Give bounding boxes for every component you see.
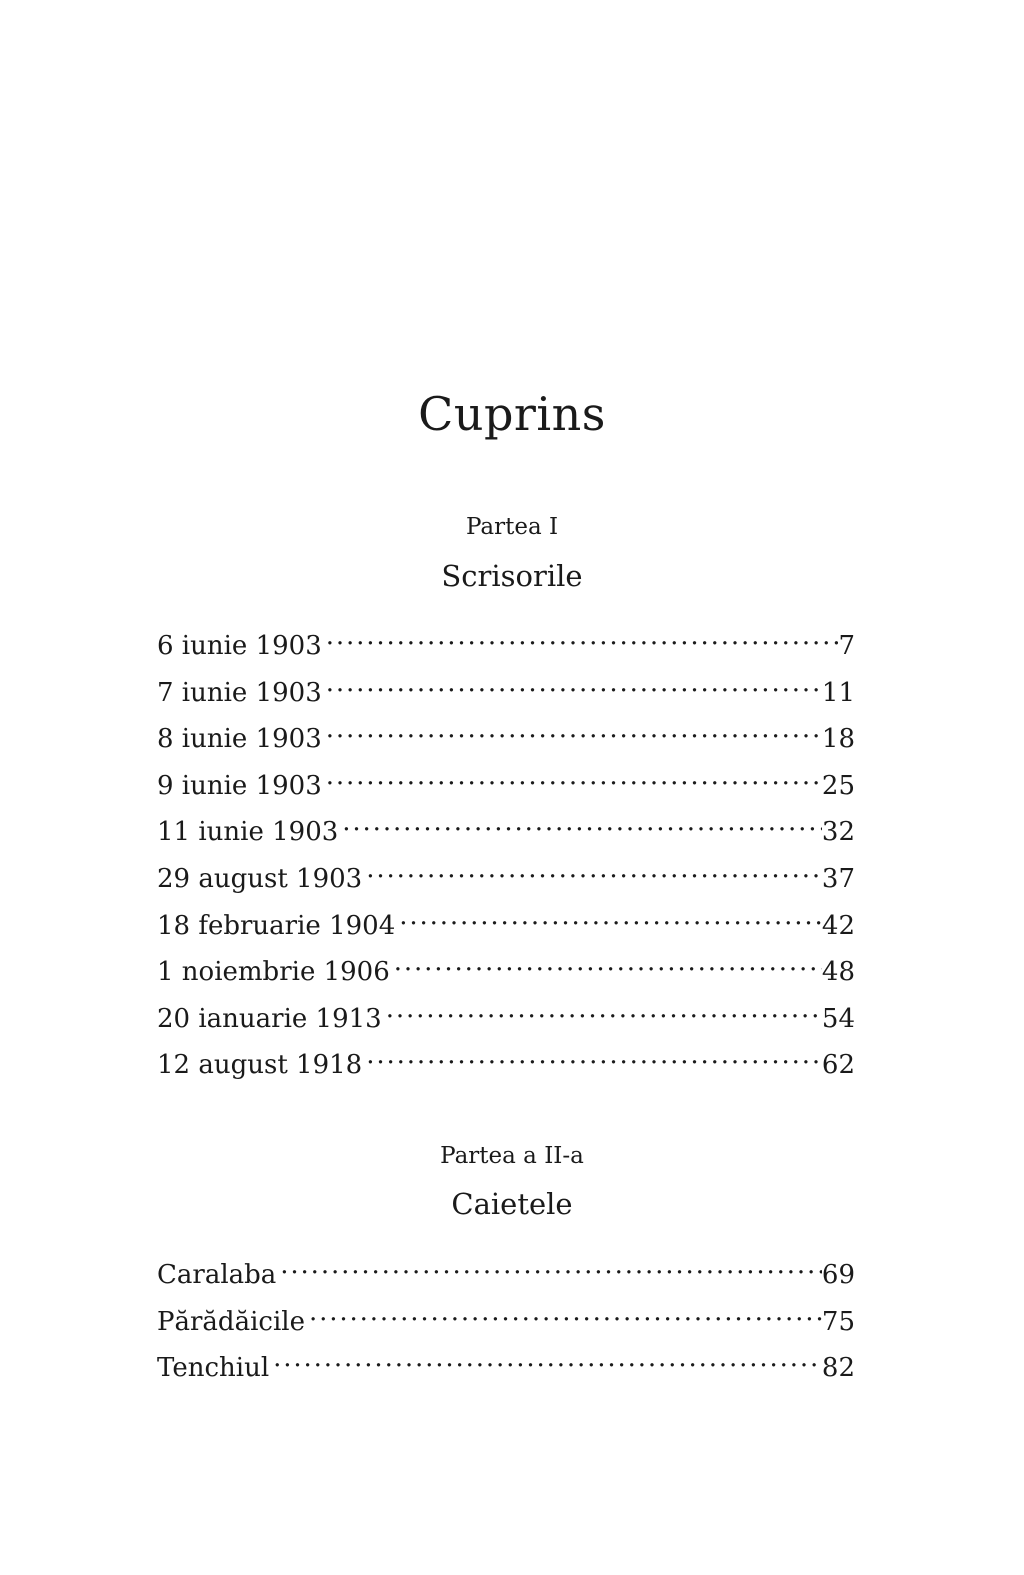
toc-entry-page: 11	[821, 677, 855, 708]
toc-entry-label: 12 august 1918	[157, 1050, 363, 1081]
dot-leader	[386, 991, 822, 1027]
toc-entry-label: Caralaba	[157, 1260, 277, 1290]
toc-entry[interactable]	[157, 1037, 855, 1084]
dot-leader	[326, 758, 822, 794]
toc-entry-label: 29 august 1903	[157, 863, 363, 894]
toc-entry-label: 6 iunie 1903	[157, 631, 322, 661]
toc-entry[interactable]	[157, 711, 855, 758]
dot-leader	[394, 944, 822, 980]
dot-leader	[326, 618, 839, 654]
toc-entry-page: 69	[821, 1260, 855, 1290]
toc-list-part-2	[157, 1247, 855, 1387]
toc-entry-label: 8 iunie 1903	[157, 724, 322, 755]
toc-entry-page: 18	[821, 724, 855, 755]
toc-entry-page: 75	[821, 1306, 855, 1337]
toc-entry-page: 42	[821, 910, 855, 941]
dot-leader	[273, 1340, 822, 1376]
part-2-label: Partea a II-a	[440, 1143, 584, 1169]
toc-entry[interactable]	[157, 665, 855, 712]
toc-entry[interactable]	[157, 804, 855, 851]
toc-entry[interactable]	[157, 944, 855, 991]
dot-leader	[399, 898, 822, 934]
dot-leader	[309, 1294, 822, 1330]
page-title: Cuprins	[418, 387, 606, 441]
toc-entry-label: 18 februarie 1904	[157, 910, 396, 941]
toc-entry-page: 25	[821, 770, 855, 801]
toc-entry[interactable]	[157, 1247, 855, 1294]
toc-entry[interactable]	[157, 618, 855, 665]
toc-entry-page: 62	[821, 1050, 855, 1081]
toc-entry[interactable]	[157, 991, 855, 1038]
part-2-title: Caietele	[451, 1187, 573, 1221]
toc-entry[interactable]	[157, 1294, 855, 1341]
dot-leader	[326, 665, 822, 701]
part-1-title: Scrisorile	[441, 559, 583, 593]
dot-leader	[366, 1037, 822, 1073]
toc-entry-label: 9 iunie 1903	[157, 770, 322, 801]
toc-list-part-1	[157, 618, 855, 1084]
toc-entry-label: Părădăicile	[157, 1306, 305, 1337]
toc-entry[interactable]	[157, 758, 855, 805]
toc-entry-page: 32	[821, 817, 855, 848]
part-1-label: Partea I	[465, 514, 559, 540]
toc-entry-label: 11 iunie 1903	[157, 817, 339, 848]
toc-entry-page: 7	[838, 631, 855, 661]
toc-entry[interactable]	[157, 1340, 855, 1387]
toc-entry-label: 7 iunie 1903	[157, 677, 322, 708]
toc-entry-page: 54	[821, 1003, 855, 1034]
toc-entry-label: 20 ianuarie 1913	[157, 1003, 382, 1034]
dot-leader	[342, 804, 822, 840]
toc-entry-page: 37	[821, 863, 855, 894]
dot-leader	[280, 1247, 822, 1283]
dot-leader	[326, 711, 822, 747]
toc-entry-label: 1 noiembrie 1906	[157, 957, 390, 988]
toc-entry[interactable]	[157, 851, 855, 898]
toc-entry-page: 48	[821, 957, 855, 988]
dot-leader	[366, 851, 822, 887]
toc-entry-page: 82	[821, 1353, 855, 1384]
toc-entry[interactable]	[157, 898, 855, 945]
toc-entry-label: Tenchiul	[157, 1353, 270, 1384]
